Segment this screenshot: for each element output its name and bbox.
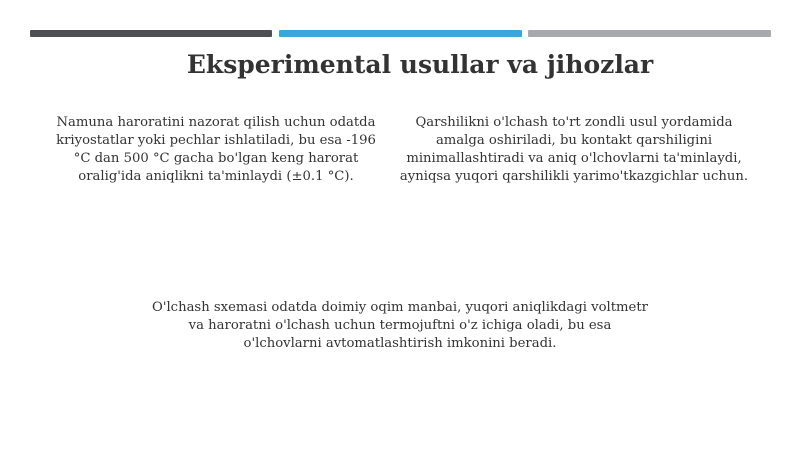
paragraph-temperature-control: Namuna haroratini nazorat qilish uchun odatda kriyostatlar yoki pechlar ishlatiladi, bu esa -196 °C dan 500 °C gacha bo'lgan keng harorat oralig'ida aniqlikni ta'minlaydi (±0.1 °C). bbox=[56, 115, 376, 184]
slide-title: Eksperimental usullar va jihozlar bbox=[186, 50, 654, 79]
header-bar-blue bbox=[279, 30, 522, 37]
header-bar-dark bbox=[30, 30, 272, 37]
paragraph-four-probe-method: Qarshilikni o'lchash to'rt zondli usul yordamida amalga oshiriladi, bu kontakt qarshiligini minimallashtiradi va aniq o'lchovlarni ta'minlaydi, ayniqsa yuqori qarshilikli yarimo'tkazgichlar uchun. bbox=[399, 115, 749, 184]
header-bar-gray bbox=[528, 30, 771, 37]
paragraph-measurement-circuit: O'lchash sxemasi odatda doimiy oqim manbai, yuqori aniqlikdagi voltmetr va haroratni o'lchash uchun termojuftni o'z ichiga oladi, bu esa o'lchovlarni avtomatlashtirish imkonini beradi. bbox=[152, 300, 648, 351]
